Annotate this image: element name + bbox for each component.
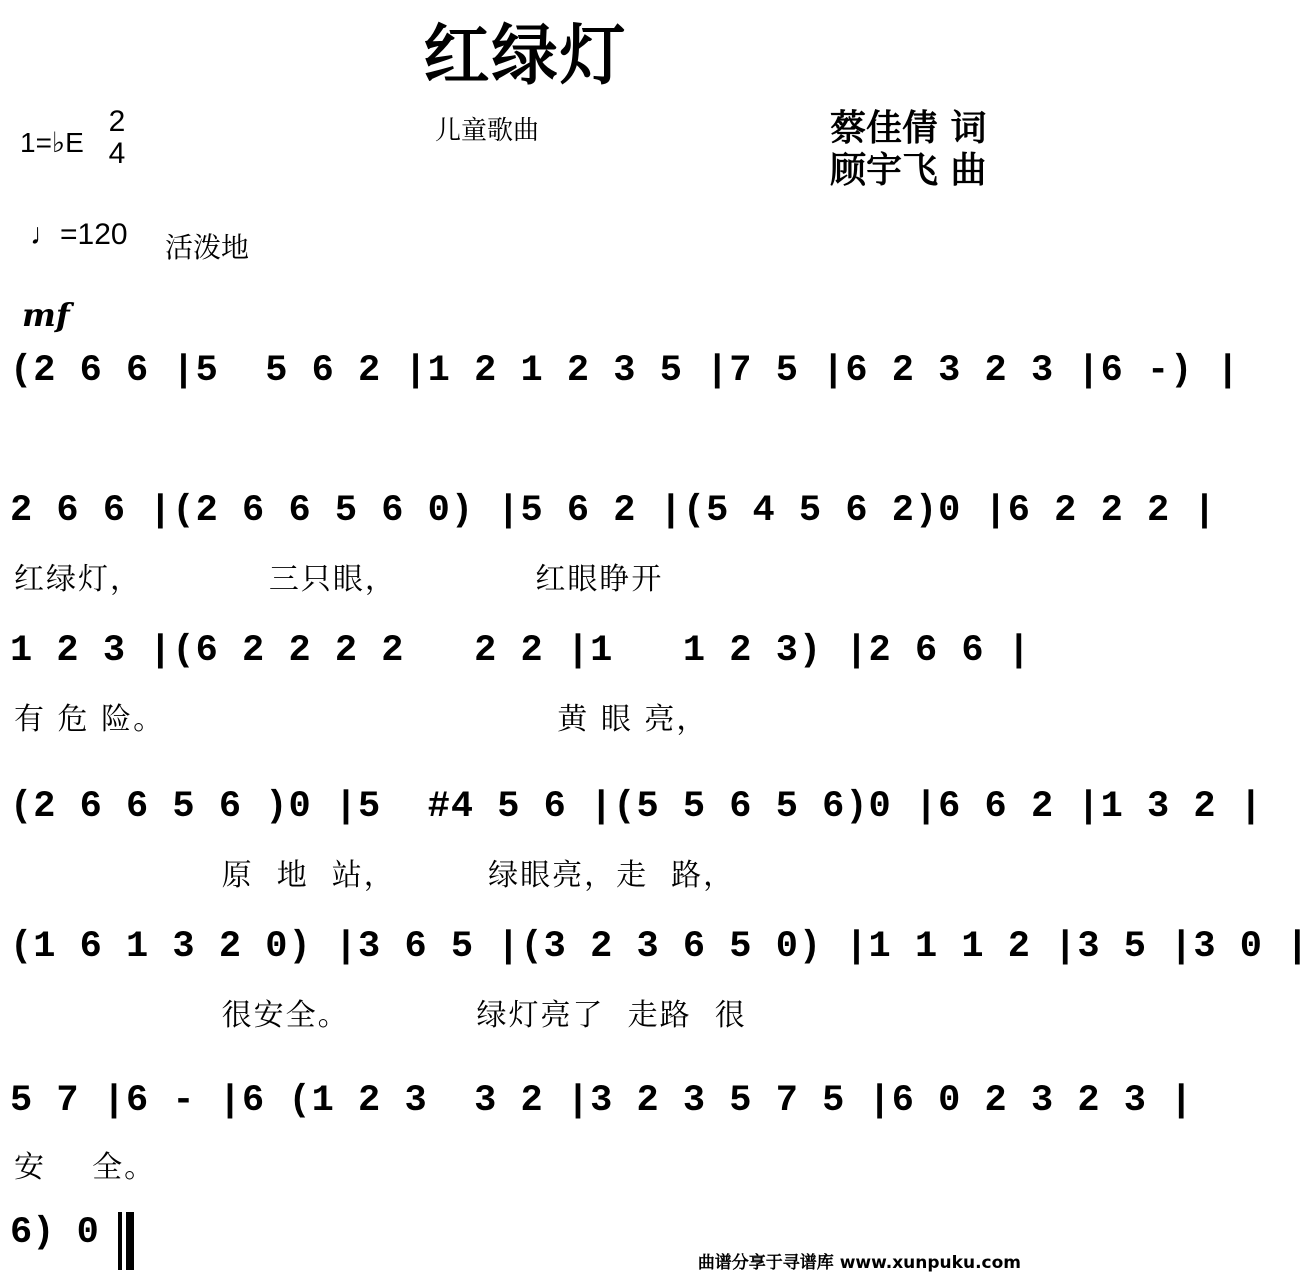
lyrics: 红绿灯， 三只眼， 红眼睁开: [14, 562, 664, 597]
notes: (2 6 6 5 6 )0 |5 #4 5 6 |(5 5 6 5 6)0 |6 6 2 |1 3 2 |: [10, 786, 1263, 828]
notes: (2 6 6 |5 5 6 2 |1 2 1 2 3 5 |7 5 |6 2 3 2 3 |6 -) |: [10, 350, 1240, 392]
credits: [830, 108, 987, 192]
expression-mark: 活泼地: [165, 231, 250, 264]
notes: 5 7 |6 - |6 (1 2 3 3 2 |3 2 3 5 7 5 |6 0 2 3 2 3 |: [10, 1080, 1194, 1122]
tempo-mark: ♩=120: [30, 218, 128, 251]
key-signature: 1=♭E: [20, 127, 84, 158]
final-barline-thick: [126, 1212, 134, 1270]
lyrics: 有 危 险。 黄 眼 亮，: [14, 702, 709, 737]
dynamic-mark: mf: [22, 296, 70, 334]
final-measure: 6) 0: [10, 1212, 99, 1254]
lyrics: 很安全。 绿灯亮了 走路 很: [14, 998, 747, 1033]
time-signature: [104, 106, 130, 170]
watermark: 曲谱分享于寻谱库 www.xunpuku.com: [697, 1253, 1021, 1273]
notes: 2 6 6 |(2 6 6 5 6 0) |5 6 2 |(5 4 5 6 2)0 |6 2 2 2 |: [10, 490, 1217, 532]
notes: (1 6 1 3 2 0) |3 6 5 |(3 2 3 6 5 0) |1 1 1 2 |3 5 |3 0 |: [10, 926, 1309, 968]
lyricist: 蔡佳倩 词: [830, 108, 987, 149]
final-barline: [118, 1212, 122, 1270]
time-top: 2: [108, 105, 126, 138]
composer: 顾宇飞 曲: [830, 150, 987, 191]
song-title: 红绿灯: [423, 17, 628, 94]
time-bottom: 4: [108, 137, 126, 170]
lyrics: 安 全。: [14, 1150, 157, 1185]
genre-label: 儿童歌曲: [435, 116, 540, 146]
notes: 1 2 3 |(6 2 2 2 2 2 2 |1 1 2 3) |2 6 6 |: [10, 630, 1031, 672]
lyrics: 原 地 站， 绿眼亮，走 路，: [14, 858, 736, 893]
